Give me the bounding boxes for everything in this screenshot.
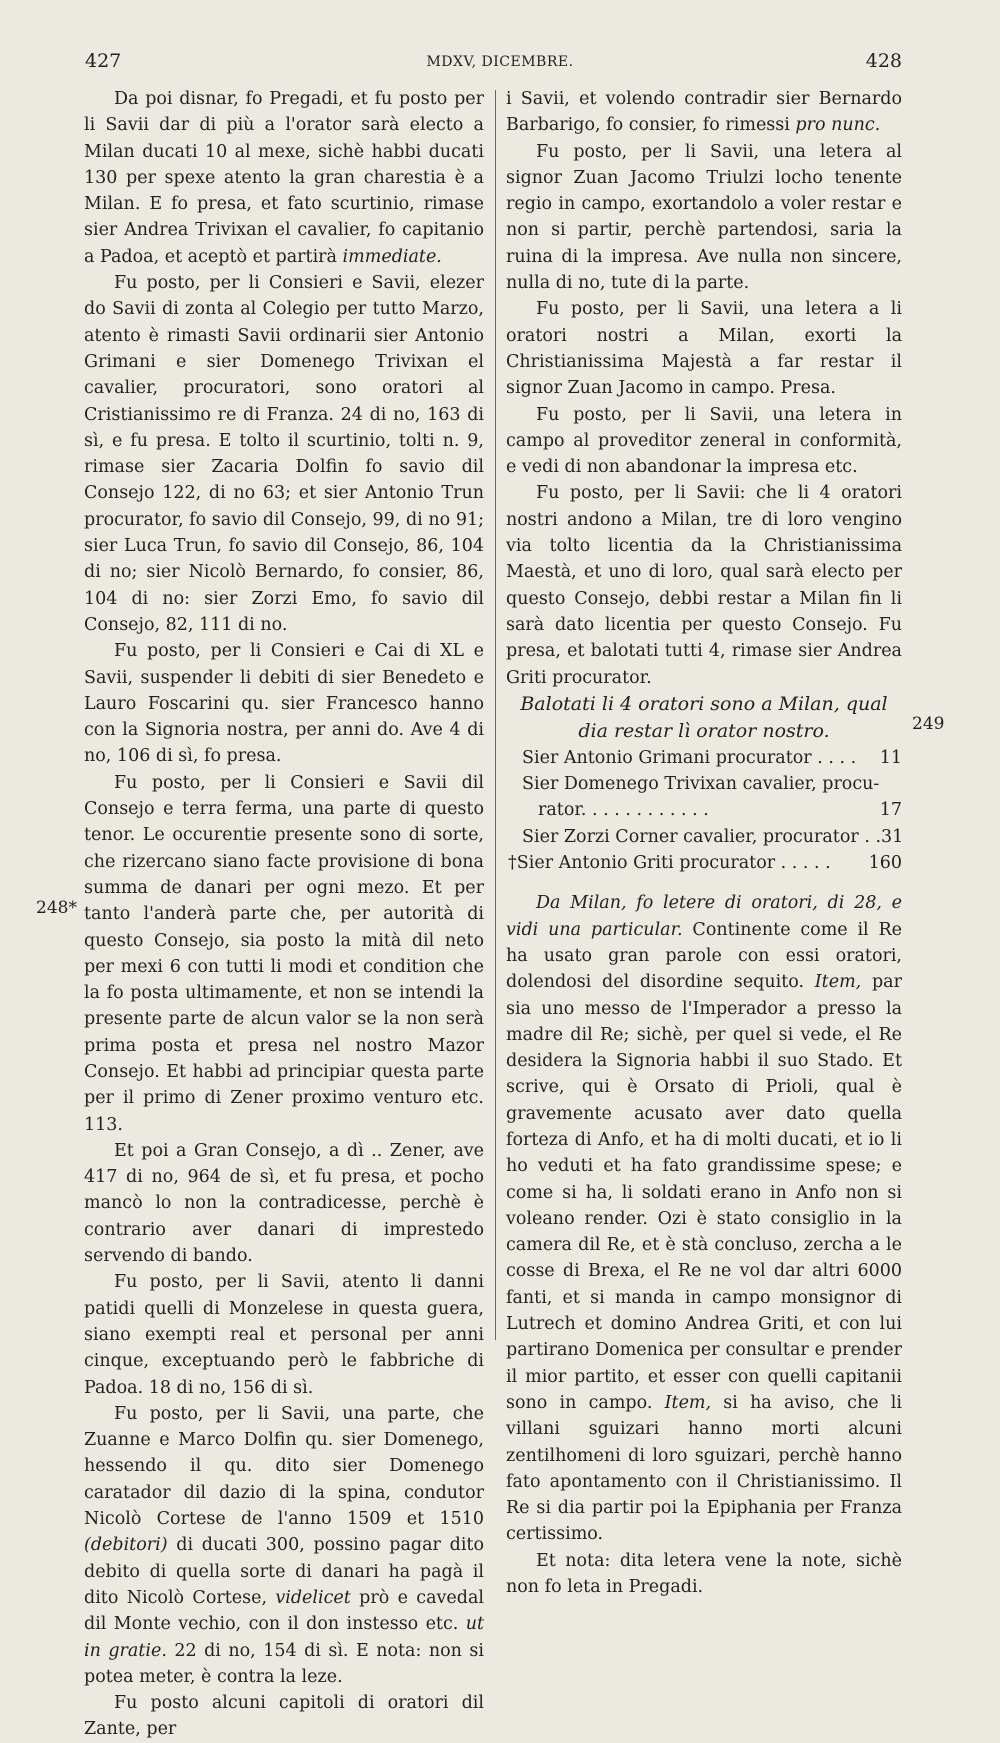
- paragraph: Fu posto, per li Savii, una letera a li oratori nostri a Milan, exorti la Christianissima Majestà a far restar il signor Zuan Jacomo in campo. Presa.: [506, 299, 902, 399]
- page-number-right: 428: [865, 50, 902, 72]
- column-divider: [495, 90, 496, 1340]
- vote-count: 11: [879, 747, 902, 768]
- ballot-row: Sier Domenego Trivixan cavalier, procu-: [522, 774, 880, 795]
- ballot-list: [506, 745, 902, 876]
- margin-note-left: 248*: [36, 898, 77, 918]
- paragraph: Fu posto, per li Consieri e Savii, elezer do Savii di zonta al Colegio per tutto Marzo, atento è rimasti Savii ordinarii sier Antonio Grimani e sier Domenego Trivixan el cavalier, procuratori, sono oratori al Cristianissimo re di Franza. 24 di no, 163 di sì, e fu presa. E tolto il scurtinio, tolti n. 9, rimase sier Zacaria Dolfin fo savio dil Consejo 122, di no 63; et sier Antonio Trun procurator, fo savio dil Consejo, 99, di no 91; sier Luca Trun, fo savio dil Consejo, 86, 104 di no; sier Nicolò Bernardo, fo consier, 86, 104 di no: sier Zorzi Emo, fo savio dil Consejo, 82, 111 di no.: [84, 273, 484, 635]
- right-column: [506, 86, 902, 1600]
- ballot-row: Sier Antonio Grimani procurator . . . . 11: [506, 745, 902, 771]
- paragraph: Et poi a Gran Consejo, a dì .. Zener, ave 417 di no, 964 de sì, et fu presa, et pocho mancò lo non la contradicesse, perchè è contrario aver danari di imprestedo servendo di bando.: [84, 1140, 484, 1267]
- ballot-row: Sier Zorzi Corner cavalier, procurator . . 31: [506, 824, 902, 850]
- margin-note-right: 249: [912, 714, 945, 734]
- section-heading: Balotati li 4 oratori sono a Milan, qual dia restar lì orator nostro.: [520, 692, 888, 742]
- paragraph: Fu posto alcuni capitoli di oratori dil Zante, per: [84, 1693, 484, 1740]
- paragraph: Da poi disnar, fo Pregadi, et fu posto per li Savii dar di più a l'orator sarà electo a Milan ducati 10 al mexe, sichè habbi ducati 130 per spexe atento la gran charestia è a Milan. E fo presa, et fato scurtinio, rimase sier Andrea Trivixan el cavalier, fo capitanio a Padoa, et aceptò et partirà immediate.: [84, 89, 484, 267]
- dagger-mark: †: [508, 853, 517, 874]
- page-number-left: 427: [85, 50, 122, 72]
- paragraph: Da Milan, fo letere di oratori, di 28, e vidi una particular. Continente come il Re ha usato gran parole con essi oratori, dolendosi del disordine sequito. Item, par sia uno messo de l'Imperador a presso la madre dil Re; sichè, per quel si vede, el Re desidera la Signoria habbi il suo Stado. Et scrive, qui è Orsato di Prioli, qual è gravemente acusato aver dato quella forteza di Anfo, et ha di molti ducati, et io li ho veduti et ha fato grandissime spese; e come si ha, li soldati erano in Anfo non si voleano render. Ozi è stato consiglio in la camera dil Re, et è stà concluso, zercha a le cosse di Brexa, el Re ne vol dar altri 6000 fanti, et si manda in campo monsignor di Lutrech et domino Andrea Griti, et con lui partirano Domenica per consultar e prender il mior partito, et esser con quelli capitanii sono in campo. Item, si ha aviso, che li villani sguizari hanno morti alcuni zentilhomeni di loro sguizari, perchè hanno fato apontamento con il Christianissimo. Il Re si dia partir poi la Epiphania per Franza certissimo.: [506, 893, 903, 1545]
- paragraph: Fu posto, per li Savii, una letera in campo al proveditor zeneral in conformità, e vedi di non abandonar la impresa etc.: [506, 404, 902, 478]
- vote-count: 160: [868, 853, 902, 874]
- vote-count: 17: [879, 800, 902, 821]
- paragraph: Fu posto, per li Savii: che li 4 oratori nostri andono a Milan, tre di loro vengino via tolto licentia da la Christianissima Maestà, et uno di loro, qual sarà electo per questo Consejo, debbi restar a Milan fin li sarà dato licentia per questo Consejo. Fu presa, et balotati tutti 4, rimase sier Andrea Griti procurator.: [506, 483, 902, 688]
- vote-count: 31: [881, 826, 904, 847]
- paragraph: Fu posto, per li Savii, atento li danni patidi quelli di Monzelese in questa guera, siano exempti real et personal per anni cinque, exceptuando però le fabbriche di Padoa. 18 di no, 156 di sì.: [84, 1272, 484, 1398]
- ballot-row: rator. . . . . . . . . . . . 17: [506, 797, 902, 823]
- paragraph: Fu posto, per li Consieri e Savii dil Consejo e terra ferma, una parte di questo tenor. Le occurentie presente sono di sorte, che rizercano siano facte provisione di bona summa de danari per ogni mezo. Et per tanto l'anderà parte che, per autorità di questo Consejo, sia posto la mità dil neto per mexi 6 con tutti li modi et condition che la fo posta ultimamente, et non se intendi la presente parte de alcun valor se la non serà prima posta et presa nel nostro Mazor Consejo. Et habbi ad principiar questa parte per il primo di Zener proximo venturo etc. 113.: [84, 772, 484, 1135]
- running-title: MDXV, DICEMBRE.: [426, 54, 574, 70]
- paragraph: i Savii, et volendo contradir sier Bernardo Barbarigo, fo consier, fo rimessi pro nunc.: [506, 89, 902, 136]
- paragraph: Fu posto, per li Savii, una letera al signor Zuan Jacomo Triulzi locho tenente regio in campo, exortandolo a voler restar e non si partir, perchè partendosi, saria la ruina di la impresa. Ave nulla non sincere, nulla di no, tute di la parte.: [506, 141, 902, 294]
- ballot-row: †Sier Antonio Griti procurator . . . . . 160: [506, 850, 902, 876]
- paragraph: Fu posto, per li Savii, una parte, che Zuanne e Marco Dolfin qu. sier Domenego, hessendo il qu. dito sier Domenego caratador dil dazio di la spina, condutor Nicolò Cortese de l'anno 1509 et 1510 (debitori) di ducati 300, possino pagar dito debito di quella sorte di danari ha pagà il dito Nicolò Cortese, videlicet prò e cavedal dil Monte vechio, con il don instesso etc. ut in gratie. 22 di no, 154 di sì. E nota: non si potea meter, è contra la leze.: [84, 1403, 484, 1687]
- left-column: [84, 86, 484, 1743]
- paragraph: Et nota: dita letera vene la note, sichè non fo leta in Pregadi.: [506, 1550, 902, 1598]
- paragraph: Fu posto, per li Consieri e Cai di XL e Savii, suspender li debiti di sier Benedeto e Lauro Foscarini qu. sier Francesco hanno con la Signoria nostra, per anni do. Ave 4 di no, 106 di sì, fo presa.: [84, 641, 484, 767]
